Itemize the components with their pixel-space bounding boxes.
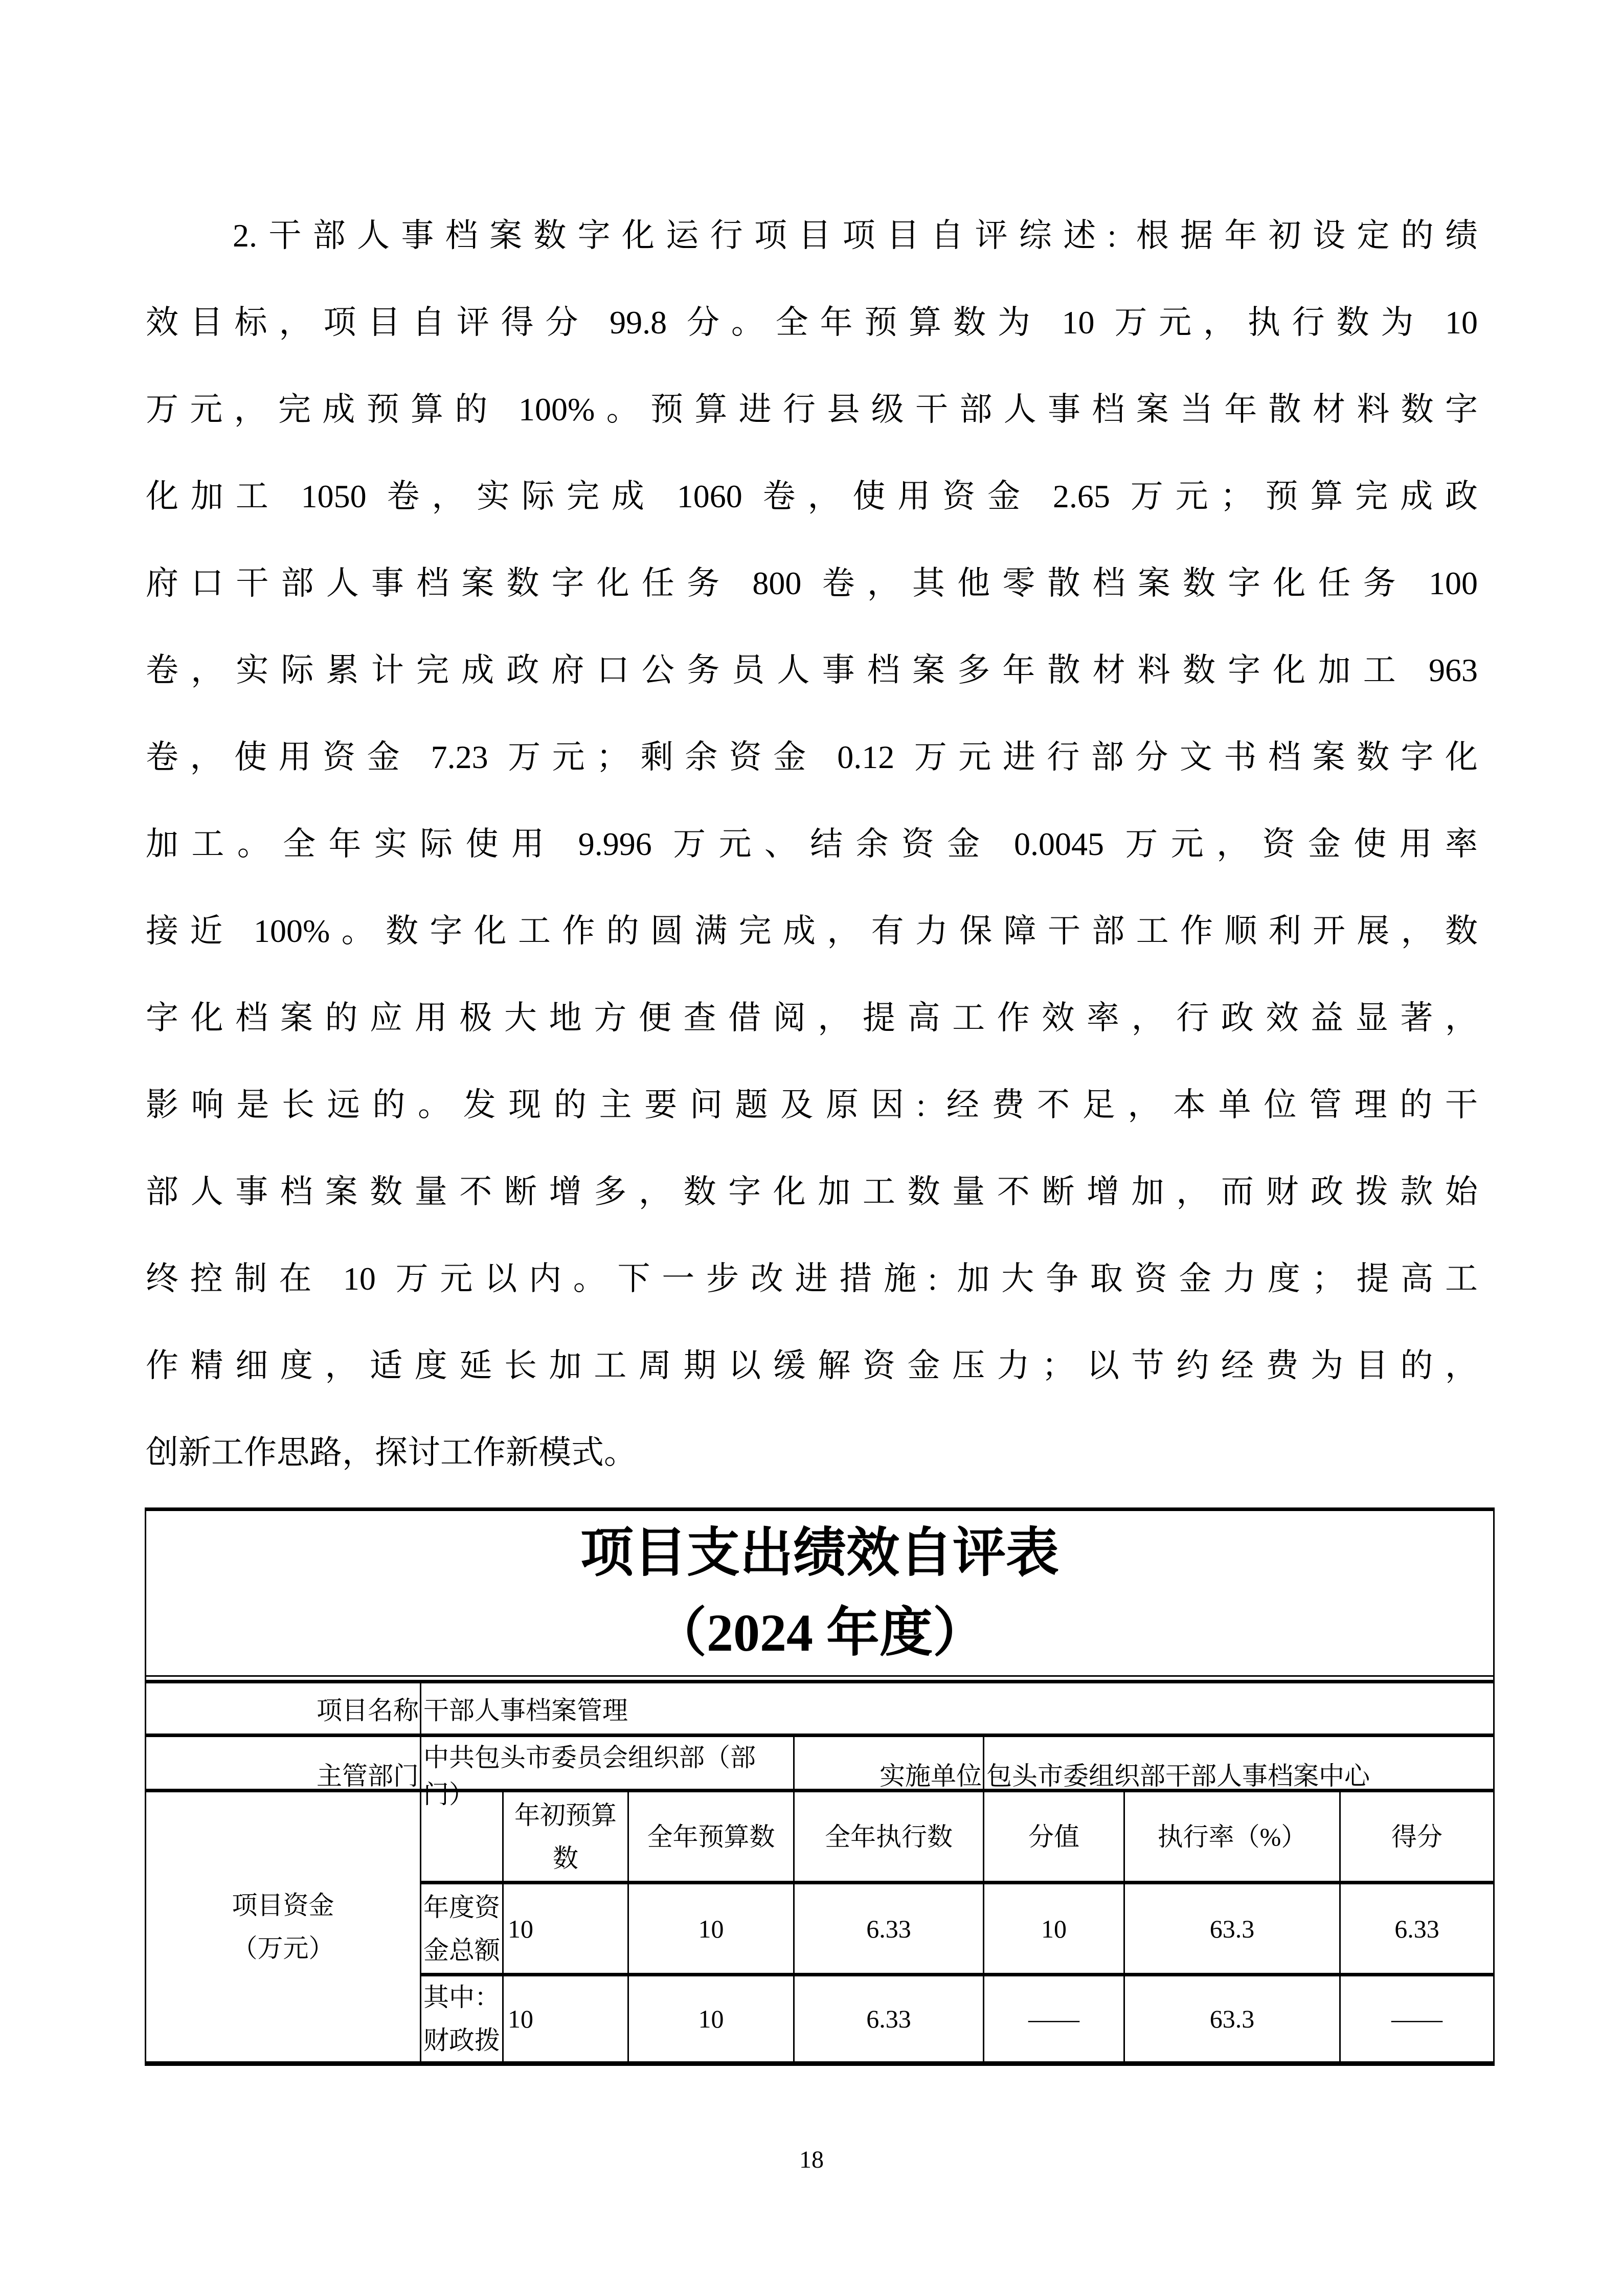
paragraph-line: 作精细度，适度延长加工周期以缓解资金压力；以节约经费为目的， — [146, 1347, 1478, 1384]
funds-label-cell — [146, 1792, 420, 2061]
header-score: 得分 — [1339, 1792, 1493, 1884]
paragraph-line: 化加工 1050 卷，实际完成 1060 卷，使用资金 2.65 万元；预算完成政 — [146, 478, 1478, 514]
fiscal-annual-budget: 10 — [627, 1976, 793, 2061]
paragraph-line: 字化档案的应用极大地方便查借阅，提高工作效率，行政效益显著， — [146, 1000, 1478, 1036]
header-score-value: 分值 — [983, 1792, 1123, 1884]
row-label-fiscal-allocation: 其中：财政拨 — [420, 1976, 502, 2061]
funds-grid — [146, 1792, 1493, 2061]
table-title: 项目支出绩效自评表 — [580, 1523, 1059, 1583]
header-empty-cell — [420, 1792, 502, 1884]
fiscal-score-value-dash: —— — [983, 1976, 1123, 2061]
paragraph-line: 接近 100%。数字化工作的圆满完成，有力保障干部工作顺利开展，数 — [146, 913, 1478, 949]
header-annual-budget: 全年预算数 — [627, 1792, 793, 1884]
header-execution-rate: 执行率（%） — [1123, 1792, 1339, 1884]
annual-total-execution: 6.33 — [793, 1884, 983, 1976]
annual-total-score-value: 10 — [983, 1884, 1123, 1976]
annual-total-execution-rate: 63.3 — [1123, 1884, 1339, 1976]
paragraph-line: 影响是长远的。发现的主要问题及原因: 经费不足，本单位管理的干 — [146, 1087, 1478, 1123]
table-title-block — [146, 1511, 1493, 1677]
header-initial-budget: 年初预算数 — [502, 1792, 627, 1884]
header-annual-execution: 全年执行数 — [793, 1792, 983, 1884]
fiscal-execution: 6.33 — [793, 1976, 983, 2061]
paragraph-line: 卷，实际累计完成政府口公务员人事档案多年散材料数字化加工 963 — [146, 652, 1478, 688]
self-evaluation-paragraph — [146, 192, 1478, 1496]
impl-unit-value: 包头市委组织部干部人事档案中心 — [983, 1737, 1493, 1811]
page-number: 18 — [799, 2146, 824, 2173]
impl-unit-label: 实施单位 — [793, 1737, 983, 1811]
paragraph-line: 加工。全年实际使用 9.996 万元、结余资金 0.0045 万元，资金使用率 — [146, 826, 1478, 862]
paragraph-line: 终控制在 10 万元以内。下一步改进措施: 加大争取资金力度；提高工 — [146, 1260, 1478, 1297]
project-name-value: 干部人事档案管理 — [420, 1683, 1493, 1734]
fiscal-score-dash: —— — [1339, 1976, 1493, 2061]
funds-label-line1: 项目资金 — [232, 1891, 334, 1920]
project-name-row — [146, 1680, 1493, 1737]
fiscal-execution-rate: 63.3 — [1123, 1976, 1339, 2061]
project-name-label: 项目名称 — [317, 1696, 419, 1725]
paragraph-line: 卷，使用资金 7.23 万元；剩余资金 0.12 万元进行部分文书档案数字化 — [146, 739, 1478, 775]
fiscal-initial-budget: 10 — [502, 1976, 627, 2061]
annual-total-annual-budget: 10 — [627, 1884, 793, 1976]
funds-label-line2: （万元） — [232, 1934, 334, 1963]
paragraph-line: 2.干部人事档案数字化运行项目项目自评综述: 根据年初设定的绩 — [233, 217, 1478, 254]
paragraph-line: 创新工作思路，探讨工作新模式。 — [146, 1434, 637, 1471]
table-subtitle: （2024 年度） — [653, 1603, 986, 1662]
department-row — [146, 1737, 1493, 1809]
annual-total-initial-budget: 10 — [502, 1884, 627, 1976]
paragraph-line: 府口干部人事档案数字化任务 800 卷，其他零散档案数字化任务 100 — [146, 565, 1478, 601]
dept-value: 中共包头市委员会组织部（部门） — [420, 1737, 793, 1811]
self-eval-table — [145, 1507, 1495, 2066]
paragraph-line: 部人事档案数量不断增多，数字化加工数量不断增加，而财政拨款始 — [146, 1174, 1478, 1210]
row-label-annual-total: 年度资金总额 — [420, 1884, 502, 1976]
annual-total-score: 6.33 — [1339, 1884, 1493, 1976]
paragraph-line: 效目标，项目自评得分 99.8 分。全年预算数为 10 万元，执行数为 10 — [146, 304, 1478, 341]
dept-label: 主管部门 — [317, 1762, 419, 1790]
paragraph-line: 万元，完成预算的 100%。预算进行县级干部人事档案当年散材料数字 — [146, 391, 1478, 427]
